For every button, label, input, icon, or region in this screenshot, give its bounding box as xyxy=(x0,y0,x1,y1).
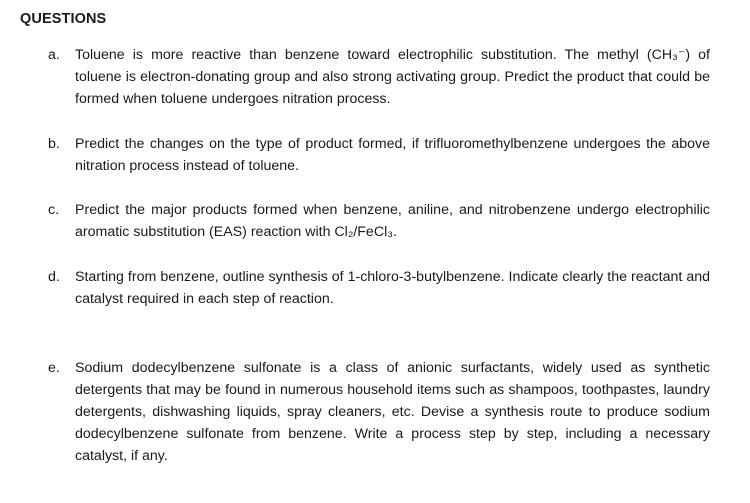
question-b-text: Predict the changes on the type of product formed, if trifluoromethylbenzene undergoes the above nitration process instead of toluene. xyxy=(75,136,710,174)
question-e xyxy=(48,357,710,467)
question-c xyxy=(48,199,710,243)
question-c-text: Predict the major products formed when benzene, aniline, and nitrobenzene undergo electrophilic aromatic substitution (EAS) reaction with Cl₂/FeCl₃. xyxy=(75,202,710,240)
question-b xyxy=(48,133,710,177)
question-a xyxy=(48,44,710,110)
question-d-text: Starting from benzene, outline synthesis of 1-chloro-3-butylbenzene. Indicate clearly the reactant and catalyst required in each step of reaction. xyxy=(75,269,710,307)
question-a-letter: a. xyxy=(48,47,60,63)
question-b-letter: b. xyxy=(48,136,60,152)
question-d-letter: d. xyxy=(48,269,60,285)
question-e-letter: e. xyxy=(48,360,60,376)
page-heading: QUESTIONS xyxy=(20,11,107,27)
question-d xyxy=(48,266,710,310)
question-a-text: Toluene is more reactive than benzene toward electrophilic substitution. The methyl (CH₃⁻) of toluene is electron-donating group and also strong activating group. Predict the product that could be formed when toluene undergoes nitration process. xyxy=(75,47,710,107)
question-c-letter: c. xyxy=(48,202,60,218)
question-e-text: Sodium dodecylbenzene sulfonate is a class of anionic surfactants, widely used as synthetic detergents that may be found in numerous household items such as shampoos, toothpastes, laundry detergents, dishwashing liquids, spray cleaners, etc. Devise a synthesis route to produce sodium dodecylbenzene sulfonate from benzene. Write a process step by step, including a necessary catalyst, if any. xyxy=(75,360,710,464)
